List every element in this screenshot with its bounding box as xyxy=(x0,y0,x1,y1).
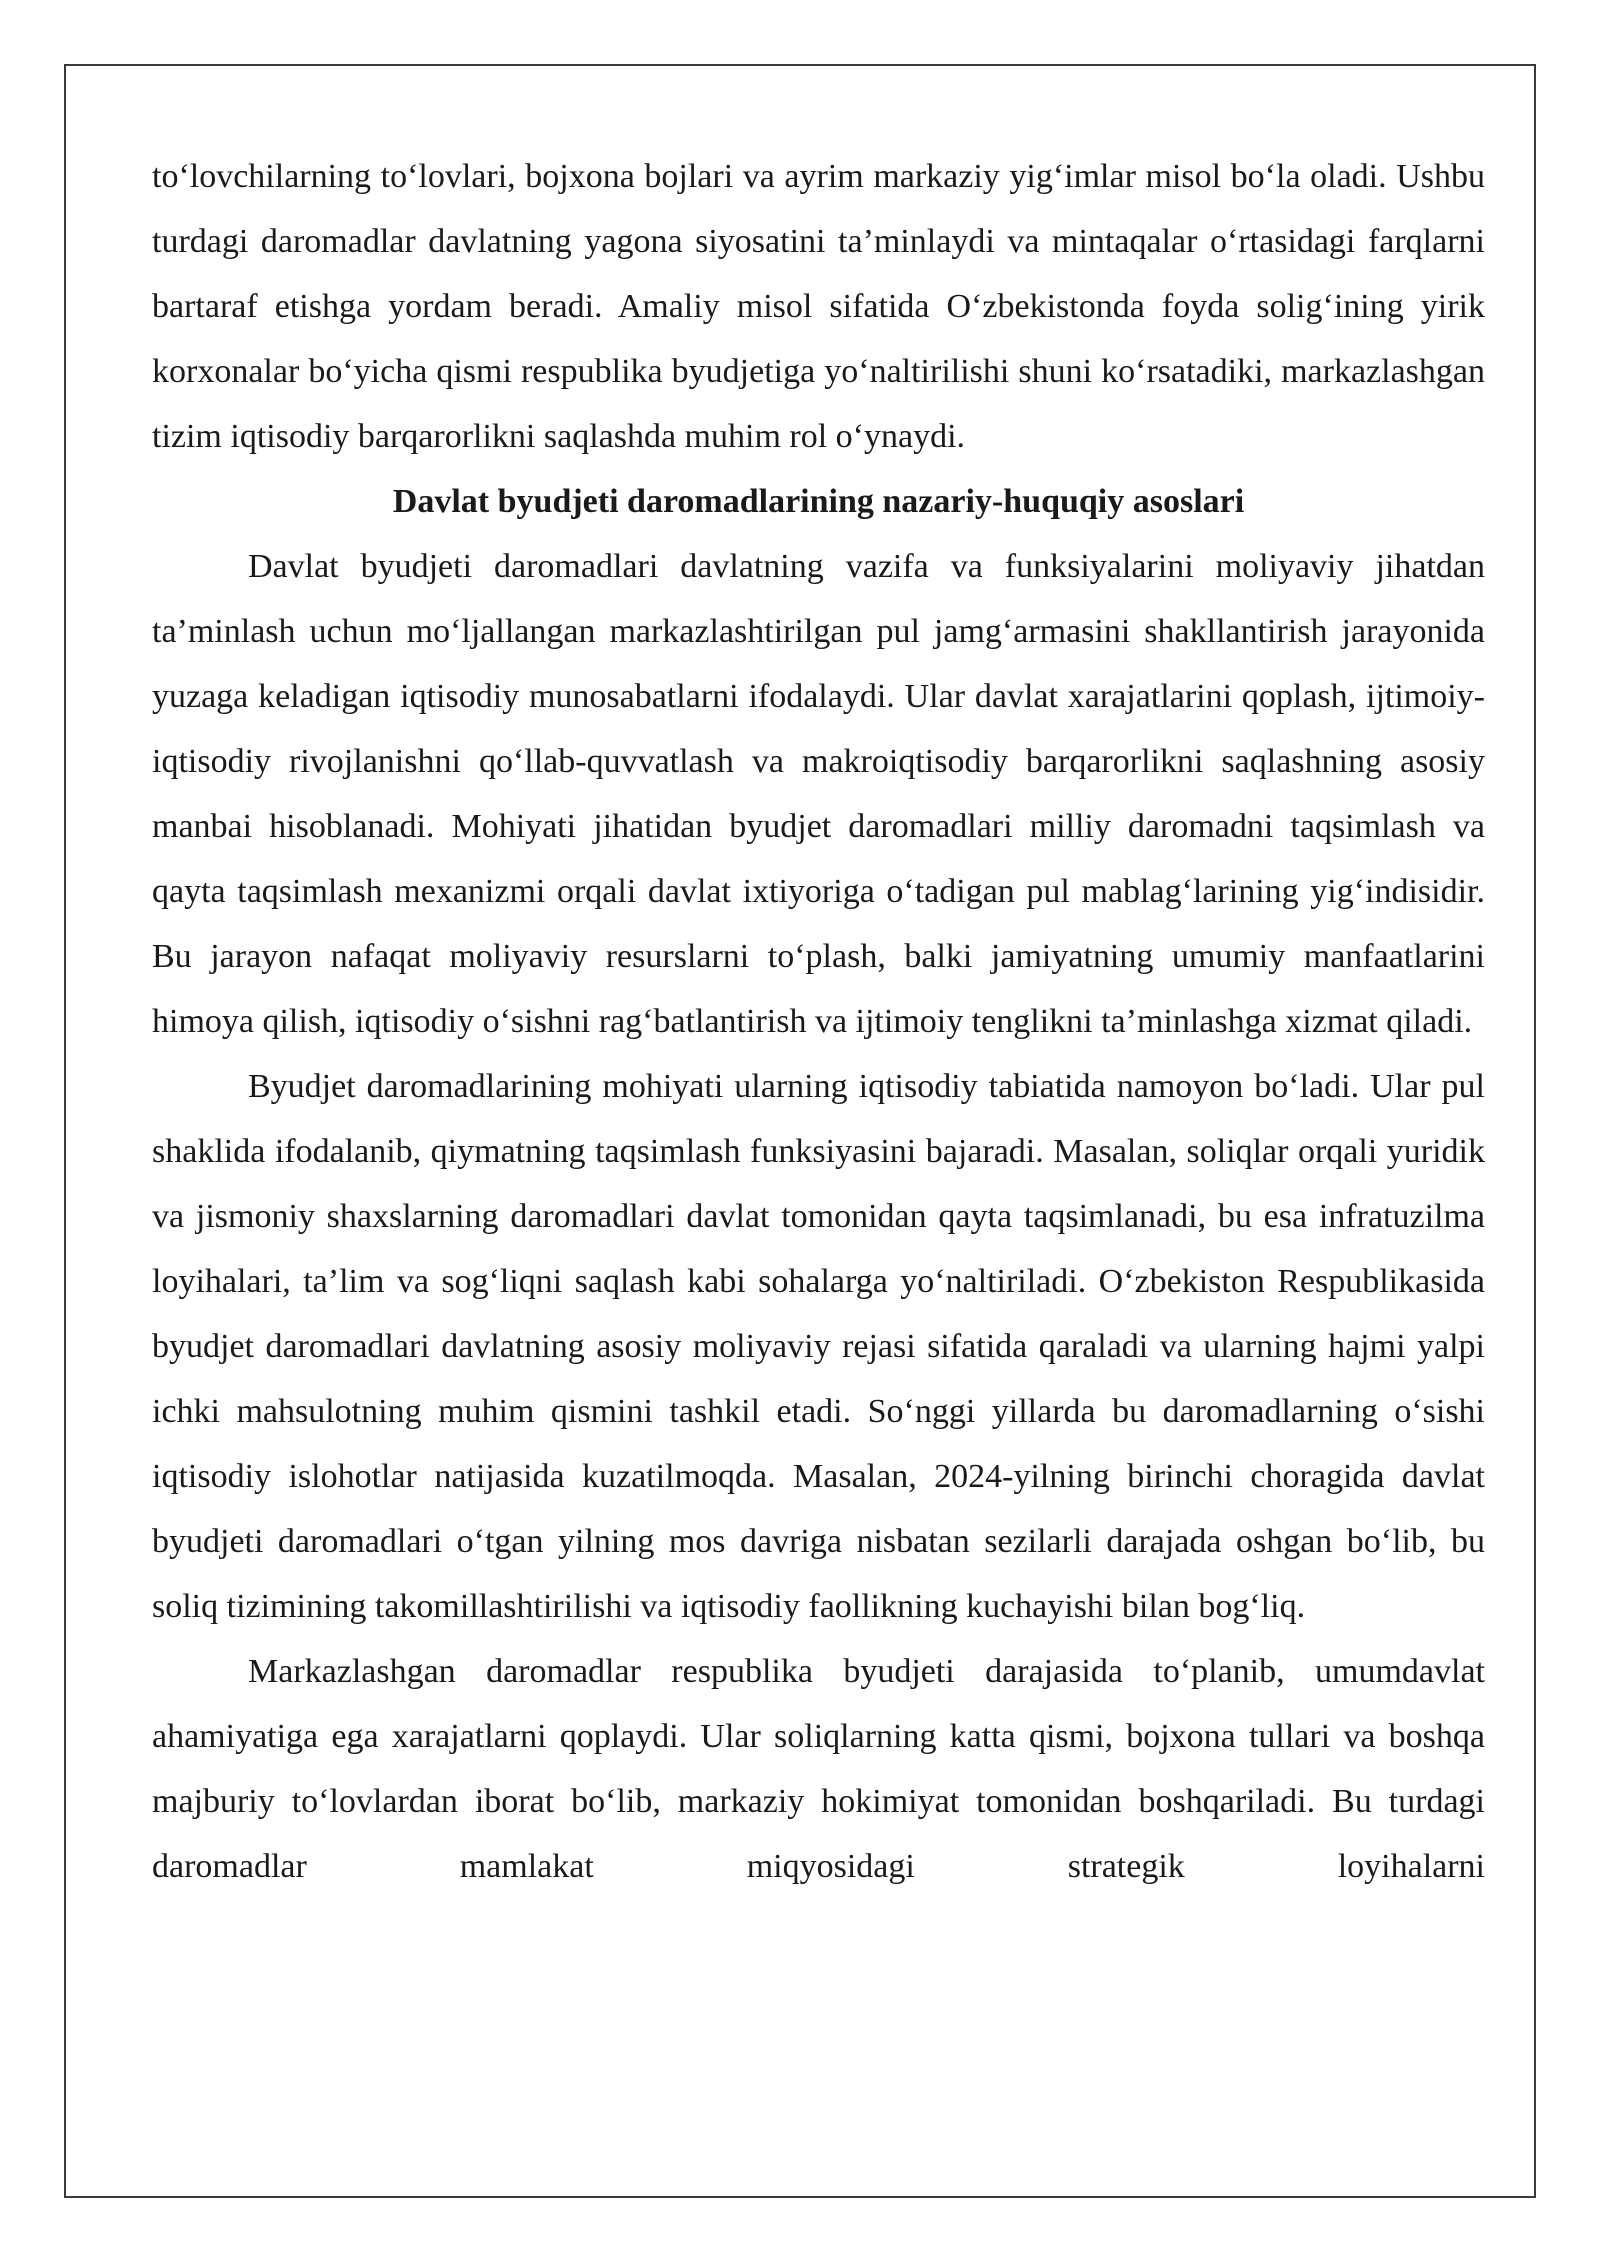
paragraph-continuation: to‘lovchilarning to‘lovlari, bojxona bojlari va ayrim markaziy yig‘imlar misol bo‘la oladi. Ushbu turdagi daromadlar davlatning yagona siyosatini ta’minlaydi va mintaqalar o‘rtasidagi farqlarni bartaraf etishga yordam beradi. Amaliy misol sifatida O‘zbekistonda foyda solig‘ining yirik korxonalar bo‘yicha qismi respublika byudjetiga yo‘naltirilishi shuni ko‘rsatadiki, markazlashgan tizim iqtisodiy barqarorlikni saqlashda muhim rol o‘ynaydi. xyxy=(152,158,1485,455)
paragraph-1: Davlat byudjeti daromadlari davlatning vazifa va funksiyalarini moliyaviy jihatdan ta’minlash uchun mo‘ljallangan markazlashtirilgan pul jamg‘armasini shakllantirish jarayonida yuzaga keladigan iqtisodiy munosabatlarni ifodalaydi. Ular davlat xarajatlarini qoplash, ijtimoiy-iqtisodiy rivojlanishni qo‘llab-quvvatlash va makroiqtisodiy barqarorlikni saqlashning asosiy manbai hisoblanadi. Mohiyati jihatidan byudjet daromadlari milliy daromadni taqsimlash va qayta taqsimlash mexanizmi orqali davlat ixtiyoriga o‘tadigan pul mablag‘larining yig‘indisidir. Bu jarayon nafaqat moliyaviy resurslarni to‘plash, balki jamiyatning umumiy manfaatlarini himoya qilish, iqtisodiy o‘sishni rag‘batlantirish va ijtimoiy tenglikni ta’minlashga xizmat qiladi. xyxy=(152,548,1485,1040)
paragraph-3: Markazlashgan daromadlar respublika byudjeti darajasida to‘planib, umumdavlat ahamiyatiga ega xarajatlarni qoplaydi. Ular soliqlarning katta qismi, bojxona tullari va boshqa majburiy to‘lovlardan iborat bo‘lib, markaziy hokimiyat tomonidan boshqariladi. Bu turdagi daromadlar mamlakat miqyosidagi strategik loyihalarni xyxy=(152,1653,1485,1885)
section-heading: Davlat byudjeti daromadlarining nazariy-huquqiy asoslari xyxy=(392,483,1245,520)
document-body xyxy=(152,144,1485,1899)
paragraph-2: Byudjet daromadlarining mohiyati ularning iqtisodiy tabiatida namoyon bo‘ladi. Ular pul shaklida ifodalanib, qiymatning taqsimlash funksiyasini bajaradi. Masalan, soliqlar orqali yuridik va jismoniy shaxslarning daromadlari davlat tomonidan qayta taqsimlanadi, bu esa infratuzilma loyihalari, ta’lim va sog‘liqni saqlash kabi sohalarga yo‘naltiriladi. O‘zbekiston Respublikasida byudjet daromadlari davlatning asosiy moliyaviy rejasi sifatida qaraladi va ularning hajmi yalpi ichki mahsulotning muhim qismini tashkil etadi. So‘nggi yillarda bu daromadlarning o‘sishi iqtisodiy islohotlar natijasida kuzatilmoqda. Masalan, 2024-yilning birinchi choragida davlat byudjeti daromadlari o‘tgan yilning mos davriga nisbatan sezilarli darajada oshgan bo‘lib, bu soliq tizimining takomillashtirilishi va iqtisodiy faollikning kuchayishi bilan bog‘liq. xyxy=(152,1068,1485,1625)
